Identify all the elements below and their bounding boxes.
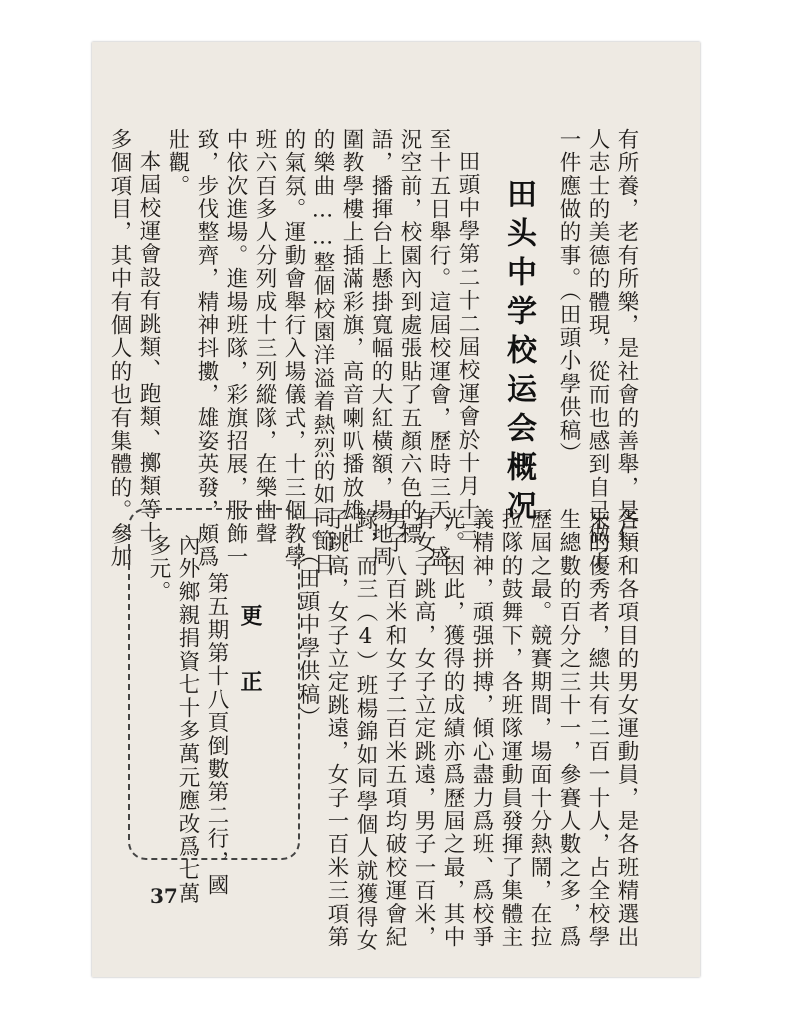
- article-column-7: 的氣氛。運動會舉行入場儀式，十三個教學: [281, 128, 306, 569]
- article-column-18: 拉隊的鼓舞下，各班隊運動員發揮了集體主: [498, 508, 523, 949]
- article-title: 田头中学校运会概况: [501, 178, 536, 529]
- article-column-12: 本屆校運會設有跳類、跑類、擲類等十: [136, 150, 161, 545]
- article-column-17: 歷屆之最。競賽期間，場面十分熱鬧，在拉: [527, 508, 552, 949]
- article-column-1: 田頭中學第二十二屆校運會於十月十三: [455, 150, 480, 545]
- prev-article-column-2: 人志士的美德的體現，從而也感到自己做了: [585, 128, 610, 569]
- correction-column-1: 第五期第十八頁倒數第二行，國: [204, 572, 229, 897]
- article-column-2: 至十五日舉行。這屆校運會，歷時三天，盛: [426, 128, 451, 569]
- article-column-8: 班六百多人分列成十三列縱隊，在樂曲聲: [252, 128, 277, 546]
- article-column-4: 語，播揮台上懸掛寬幅的大紅橫額，場地周: [368, 128, 393, 569]
- article-column-16: 生總數的百分之三十一，參賽人數之多，爲: [556, 508, 581, 949]
- article-column-19: 義精神，頑强拼搏，傾心盡力爲班、爲校爭: [469, 508, 494, 949]
- prev-article-column-1: 有所養，老有所樂，是社會的善舉，是仁: [614, 128, 639, 546]
- article-column-14: 各類和各項目的男女運動員，是各班精選出: [614, 508, 639, 949]
- article-column-13: 多個項目，其中有個人的也有集體的。參加: [107, 128, 132, 569]
- article-column-21: 有女子跳高，女子立定跳遠，男子一百米，: [411, 508, 436, 949]
- article-column-10: 致，步伐整齊，精神抖擻，雄姿英發，頗爲: [194, 128, 219, 569]
- article-column-22: 男子八百米和女子二百米五項均破校運會紀: [382, 508, 407, 949]
- correction-column-3: 多元。: [146, 534, 171, 604]
- article-column-25: 一。（田頭中學供稿）: [295, 508, 320, 730]
- article-column-15: 來的優秀者，總共有二百一十人，占全校學: [585, 508, 610, 949]
- article-column-6: 的樂曲……整個校園洋溢着熱烈的如同節日: [310, 128, 335, 576]
- page-number: 37: [150, 884, 178, 908]
- article-column-3: 況空前，校園內到處張貼了五顏六色的標: [397, 128, 422, 546]
- article-column-20: 光。因此，獲得的成績亦爲歷屆之最，其中: [440, 508, 465, 949]
- prev-article-column-3: 一件應做的事。（田頭小學供稿）: [556, 128, 581, 466]
- article-column-5: 圍教學樓上插滿彩旗，高音喇叭播放雄壯: [339, 128, 364, 546]
- correction-column-2: 內外鄉親捐資七十多萬元應改爲七萬: [175, 534, 200, 906]
- article-column-24: 子跳高，女子立定跳遠，女子一百米三項第: [324, 508, 349, 949]
- article-column-11: 壯觀。: [165, 128, 190, 198]
- correction-title: 更正: [237, 604, 262, 736]
- article-column-9: 中依次進場。進場班隊，彩旗招展，服飾一: [223, 128, 248, 569]
- article-column-23: 錄，而三（4）班楊錦如同學個人就獲得女: [353, 508, 378, 953]
